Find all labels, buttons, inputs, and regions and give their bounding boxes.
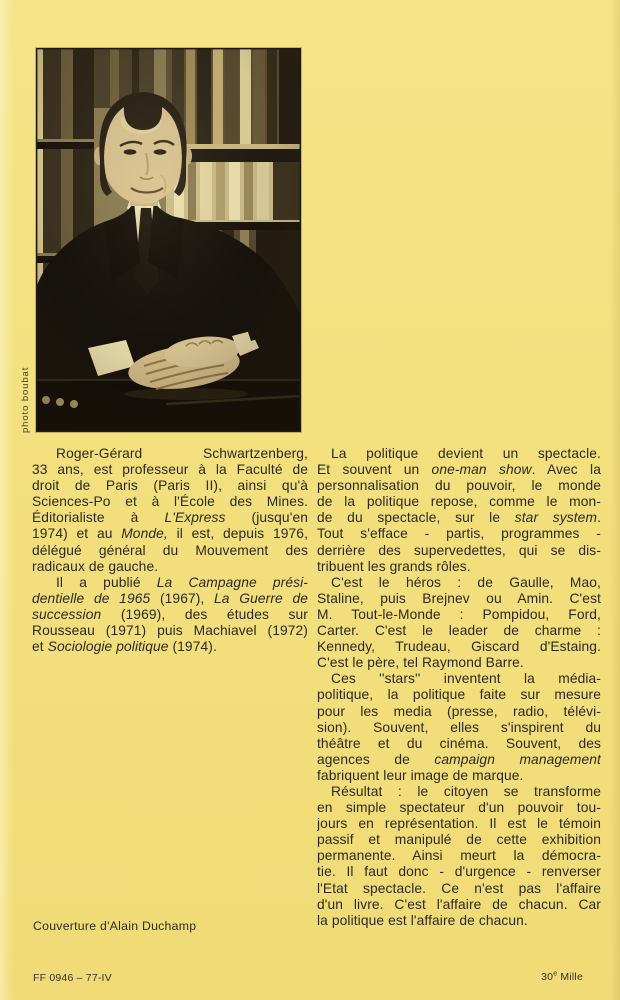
text-line: derrière des supervedettes, qui se dis- xyxy=(317,542,601,558)
portrait-photo-illustration xyxy=(36,48,301,432)
text-line: de la politique repose, comme le mon- xyxy=(317,494,601,510)
print-run-label: Mille xyxy=(560,971,583,983)
paragraph xyxy=(317,446,601,575)
text-line: tie. Il faut donc - d'urgence - renverser xyxy=(317,864,601,880)
text-line: Sciences-Po et à l'École des Mines. xyxy=(32,494,308,510)
text-line: tribuent les grands rôles. xyxy=(317,558,471,574)
cover-credit: Couverture d'Alain Duchamp xyxy=(33,919,197,933)
paragraph xyxy=(32,446,308,575)
blurb-column xyxy=(317,446,601,929)
print-run xyxy=(541,971,583,983)
print-code: FF 0946 – 77-IV xyxy=(33,972,112,984)
text-line: dentielle de 1965 (1967), La Guerre de xyxy=(32,590,308,606)
text-line: Résultat : le citoyen se transforme xyxy=(331,783,601,799)
text-line: théâtre et du cinéma. Souvent, des xyxy=(317,735,601,751)
text-line: d'un livre. C'est l'affaire de chacun. Car xyxy=(317,896,601,912)
paragraph xyxy=(317,671,601,784)
text-line: La politique devient un spectacle. xyxy=(331,446,601,461)
text-line: C'est le héros : de Gaulle, Mao, xyxy=(331,574,601,590)
text-line: Éditorialiste à L'Express (jusqu'en xyxy=(32,510,308,526)
text-line: radicaux de gauche. xyxy=(32,558,159,574)
text-line: pour les media (presse, radio, télévi- xyxy=(317,703,601,719)
text-line: politique, la politique faite sur mesure xyxy=(317,687,601,703)
print-run-number: 30 xyxy=(541,971,554,983)
text-line: M. Tout-le-Monde : Pompidou, Ford, xyxy=(317,606,601,622)
text-line: délégué général du Mouvement des xyxy=(32,542,308,558)
text-line: permanente. Ainsi meurt la démocra- xyxy=(317,848,601,864)
text-line: passif et manipulé de cette exhibition xyxy=(317,832,601,848)
text-line: succession (1969), des études sur xyxy=(32,606,308,622)
text-line: l'Etat spectacle. Ce n'est pas l'affaire xyxy=(317,880,601,896)
text-line: Ces ''stars'' inventent la média- xyxy=(331,671,601,687)
paragraph xyxy=(32,575,308,655)
text-line: personnalisation du pouvoir, le monde xyxy=(317,478,601,494)
text-line: Il a publié La Campagne prési- xyxy=(56,574,308,590)
text-line: fabriquent leur image de marque. xyxy=(317,767,524,783)
text-line: et Sociologie politique (1974). xyxy=(32,639,217,655)
text-line: Kennedy, Trudeau, Giscard d'Estaing. xyxy=(317,639,601,655)
paragraph xyxy=(317,784,601,929)
text-line: en simple spectateur d'un pouvoir tou- xyxy=(317,800,601,816)
text-line: Staline, puis Brejnev ou Amin. C'est xyxy=(317,590,601,606)
text-line: C'est le père, tel Raymond Barre. xyxy=(317,655,524,671)
text-line: Roger-Gérard Schwartzenberg, xyxy=(56,446,308,461)
paragraph xyxy=(317,575,601,672)
text-line: 33 ans, est professeur à la Faculté de xyxy=(32,462,308,478)
text-line: Rousseau (1971) puis Machiavel (1972) xyxy=(32,623,308,639)
text-line: agences de campaign management xyxy=(317,751,601,767)
print-run-superscript: e xyxy=(553,970,558,978)
text-line: de du spectacle, sur le star system. xyxy=(317,510,601,526)
photo-credit: photo boubat xyxy=(20,366,31,433)
text-line: droit de Paris (Paris II), ainsi qu'à xyxy=(32,478,308,494)
text-line: Carter. C'est le leader de charme : xyxy=(317,623,601,639)
text-line: Tout s'efface - partis, programmes - xyxy=(317,526,601,542)
text-line: sion). Souvent, elles s'inspirent du xyxy=(317,719,601,735)
text-line: 1974) et au Monde, il est, depuis 1976, xyxy=(32,526,308,542)
author-bio-column xyxy=(32,446,308,655)
text-line: Et souvent un one-man show. Avec la xyxy=(317,462,601,478)
text-line: jours en représentation. Il est le témoin xyxy=(317,816,601,832)
text-line: la politique est l'affaire de chacun. xyxy=(317,912,528,928)
portrait-photo xyxy=(36,48,301,432)
